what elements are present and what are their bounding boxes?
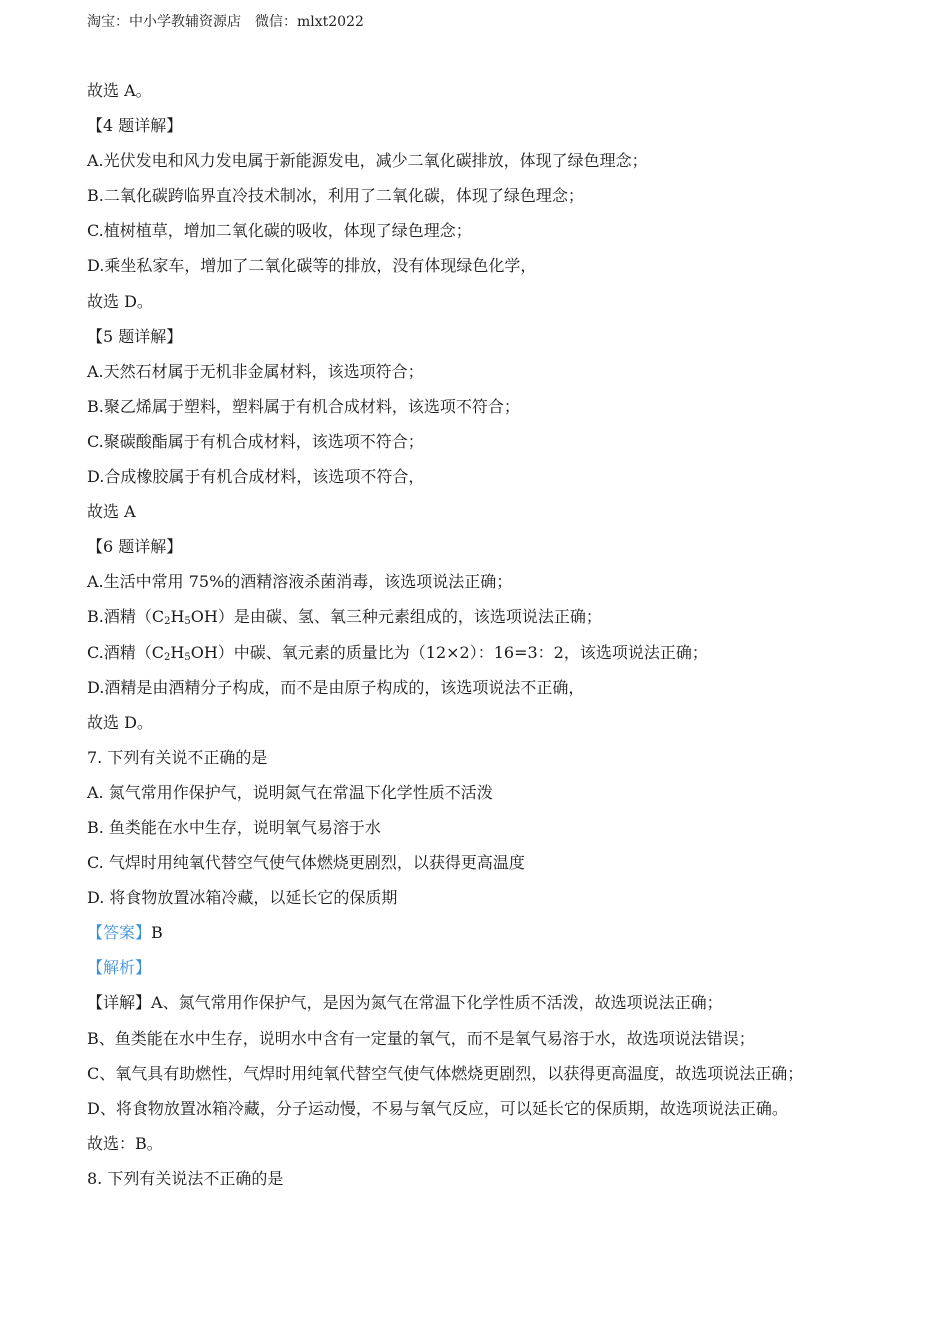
detail-line bbox=[87, 985, 887, 1020]
text-line: D.合成橡胶属于有机合成材料，该选项不符合， bbox=[87, 467, 425, 487]
question-7-option-c: C. 气焊时用纯氧代替空气使气体燃烧更剧烈，以获得更高温度 bbox=[87, 853, 525, 873]
page-header bbox=[87, 12, 364, 32]
formula-part: H bbox=[170, 607, 185, 627]
text-line: C.聚碳酸酯属于有机合成材料，该选项不符合； bbox=[87, 431, 424, 451]
text-line: 故选 D。 bbox=[87, 291, 153, 311]
text-line: A.光伏发电和风力发电属于新能源发电，减少二氧化碳排放，体现了绿色理念； bbox=[87, 151, 648, 171]
question-8-stem: 8. 下列有关说法不正确的是 bbox=[87, 1168, 284, 1188]
detail-label: 【详解】 bbox=[87, 993, 152, 1013]
question-7-option-d: D. 将食物放置冰箱冷藏，以延长它的保质期 bbox=[87, 888, 398, 908]
formula-prefix: C.酒精（C bbox=[87, 642, 165, 662]
answer-line bbox=[87, 915, 887, 950]
formula-prefix: B.酒精（C bbox=[87, 607, 165, 627]
text-line: B.聚乙烯属于塑料，塑料属于有机合成材料，该选项不符合； bbox=[87, 396, 520, 416]
text-line: D.乘坐私家车，增加了二氧化碳等的排放，没有体现绿色化学， bbox=[87, 256, 537, 276]
subscript: 5 bbox=[184, 651, 191, 663]
analysis-label: 【解析】 bbox=[87, 958, 152, 978]
text-line: D、将食物放置冰箱冷藏，分子运动慢，不易与氧气反应，可以延长它的保质期，故选项说法正确。 bbox=[87, 1098, 788, 1118]
text-line: 故选 A。 bbox=[87, 81, 152, 100]
answer-label: 【答案】 bbox=[87, 923, 152, 943]
text-line: B、鱼类能在水中生存，说明水中含有一定量的氧气，而不是氧气易溶于水，故选项说法错误； bbox=[87, 1028, 755, 1048]
formula-suffix: OH）中碳、氧元素的质量比为（12×2）：16=3：2，该选项说法正确； bbox=[190, 642, 708, 662]
text-line: D.酒精是由酒精分子构成，而不是由原子构成的，该选项说法不正确， bbox=[87, 677, 585, 697]
subscript: 2 bbox=[164, 651, 171, 663]
formula-part: H bbox=[170, 642, 185, 662]
text-line: C、氧气具有助燃性，气焊时用纯氧代替空气使气体燃烧更剧烈，以获得更高温度，故选项说法正确； bbox=[87, 1063, 804, 1083]
document-body bbox=[87, 73, 887, 1196]
subscript: 5 bbox=[184, 616, 191, 628]
text-line: A.生活中常用 75%的酒精溶液杀菌消毒，该选项说法正确； bbox=[87, 572, 513, 592]
text-line-formula bbox=[87, 599, 887, 634]
text-line: C.植树植草，增加二氧化碳的吸收，体现了绿色理念； bbox=[87, 221, 472, 241]
subscript: 2 bbox=[164, 616, 171, 628]
text-line: 故选 A bbox=[87, 502, 136, 522]
shop-name: 淘宝：中小学教辅资源店 bbox=[87, 14, 241, 30]
section-heading-q6: 【6 题详解】 bbox=[87, 537, 183, 557]
formula-suffix: OH）是由碳、氢、氧三种元素组成的，该选项说法正确； bbox=[190, 607, 602, 627]
detail-text: A、氮气常用作保护气，是因为氮气在常温下化学性质不活泼，故选项说法正确； bbox=[151, 993, 723, 1013]
wechat-id: 微信：mlxt2022 bbox=[255, 14, 364, 30]
question-7-option-b: B. 鱼类能在水中生存，说明氧气易溶于水 bbox=[87, 817, 381, 837]
text-line: 故选：B。 bbox=[87, 1133, 163, 1153]
text-line: 故选 D。 bbox=[87, 712, 153, 732]
text-line-formula bbox=[87, 635, 887, 670]
question-7-option-a: A. 氮气常用作保护气，说明氮气在常温下化学性质不活泼 bbox=[87, 782, 493, 802]
answer-value: B bbox=[151, 923, 163, 943]
section-heading-q5: 【5 题详解】 bbox=[87, 326, 183, 346]
text-line: B.二氧化碳跨临界直冷技术制冰，利用了二氧化碳，体现了绿色理念； bbox=[87, 186, 584, 206]
section-heading-q4: 【4 题详解】 bbox=[87, 116, 183, 136]
text-line: A.天然石材属于无机非金属材料，该选项符合； bbox=[87, 361, 424, 381]
question-7-stem: 7. 下列有关说不正确的是 bbox=[87, 747, 268, 767]
